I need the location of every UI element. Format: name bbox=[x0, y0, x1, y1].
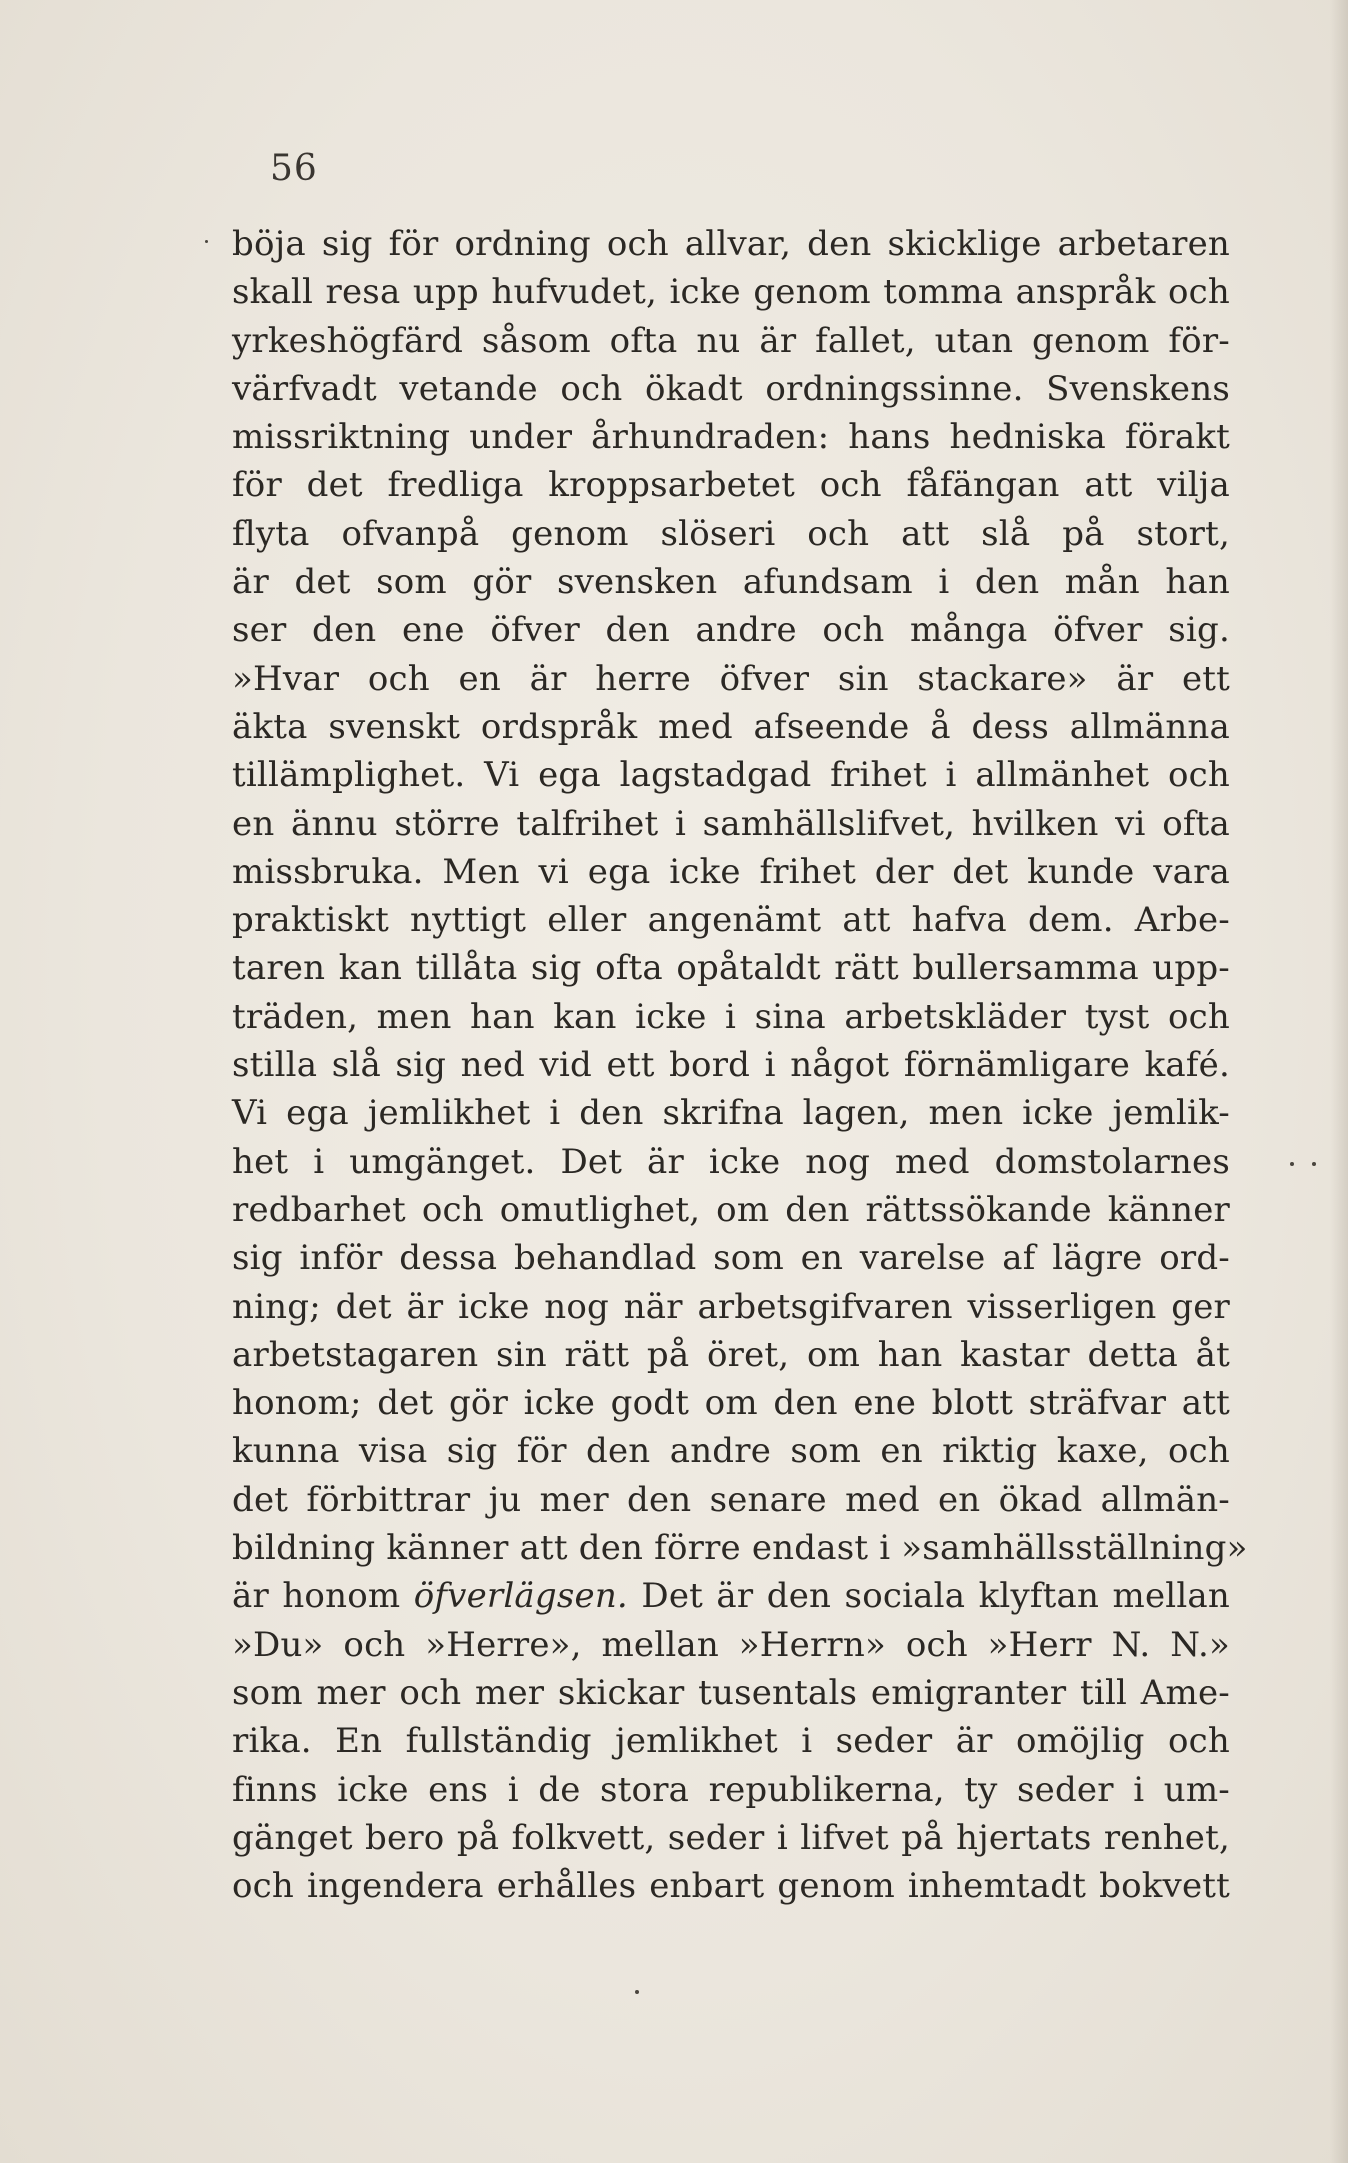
text-line: böja sig för ordning och allvar, den skicklige arbetaren bbox=[232, 224, 1230, 264]
text-line: ser den ene öfver den andre och många öfver sig. bbox=[232, 610, 1230, 651]
text-line: stilla slå sig ned vid ett bord i något förnämligare kafé. bbox=[232, 1045, 1230, 1086]
page-edge-shadow bbox=[1330, 0, 1348, 2163]
text-line: honom; det gör icke godt om den ene blott sträfvar att bbox=[232, 1383, 1230, 1424]
text-line: äkta svenskt ordspråk med afseende å dess allmänna bbox=[232, 706, 1230, 747]
print-speck bbox=[205, 240, 208, 243]
text-line: Vi ega jemlikhet i den skrifna lagen, men icke jemlik- bbox=[232, 1093, 1230, 1134]
body-text bbox=[232, 220, 1248, 1910]
print-speck bbox=[1312, 1162, 1316, 1166]
text-line: flyta ofvanpå genom slöseri och att slå på stort, bbox=[232, 513, 1230, 554]
text-line: taren kan tillåta sig ofta opåtaldt rätt bullersamma upp- bbox=[232, 948, 1230, 989]
text-line: tillämplighet. Vi ega lagstadgad frihet i allmänhet och bbox=[232, 755, 1230, 796]
text-line: het i umgänget. Det är icke nog med domstolarnes bbox=[232, 1141, 1230, 1182]
text-line: rika. En fullständig jemlikhet i seder är omöjlig och bbox=[232, 1721, 1230, 1762]
text-line: redbarhet och omutlighet, om den rättssökande känner bbox=[232, 1189, 1230, 1230]
text-line: sig inför dessa behandlad som en varelse af lägre ord- bbox=[232, 1238, 1230, 1279]
text-line: träden, men han kan icke i sina arbetskläder tyst och bbox=[232, 996, 1230, 1037]
italic-word: öfverlägsen. bbox=[413, 1576, 628, 1617]
text-line: finns icke ens i de stora republikerna, ty seder i um- bbox=[232, 1769, 1230, 1810]
page-number: 56 bbox=[270, 148, 318, 189]
text-line: arbetstagaren sin rätt på öret, om han kastar detta åt bbox=[232, 1334, 1230, 1375]
text-line: det förbittrar ju mer den senare med en ökad allmän- bbox=[232, 1479, 1230, 1520]
text-line: »Du» och »Herre», mellan »Herrn» och »Herr N. N.» bbox=[232, 1624, 1230, 1665]
text-line: gänget bero på folkvett, seder i lifvet på hjertats renhet, bbox=[232, 1817, 1230, 1858]
text-line: missbruka. Men vi ega icke frihet der det kunde vara bbox=[232, 851, 1230, 892]
text-line: »Hvar och en är herre öfver sin stackare» är ett bbox=[232, 658, 1230, 699]
text-line: kunna visa sig för den andre som en riktig kaxe, och bbox=[232, 1431, 1230, 1472]
text-line: är det som gör svensken afundsam i den mån han bbox=[232, 562, 1230, 603]
text-line: bildning känner att den förre endast i »samhällsställning» bbox=[232, 1528, 1248, 1569]
text-line: ning; det är icke nog när arbetsgifvaren visserligen ger bbox=[232, 1286, 1230, 1327]
text-line: yrkeshögfärd såsom ofta nu är fallet, utan genom för- bbox=[232, 320, 1230, 361]
text-line: missriktning under århundraden: hans hedniska förakt bbox=[232, 417, 1230, 458]
text-line: praktiskt nyttigt eller angenämt att hafva dem. Arbe- bbox=[232, 900, 1230, 941]
text-line: och ingendera erhålles enbart genom inhemtadt bokvett bbox=[232, 1866, 1230, 1907]
text-line bbox=[232, 1572, 1230, 1620]
text-line: skall resa upp hufvudet, icke genom tomma anspråk och bbox=[232, 272, 1230, 313]
print-speck bbox=[635, 1990, 639, 1994]
text-line: en ännu större talfrihet i samhällslifvet, hvilken vi ofta bbox=[232, 803, 1230, 844]
text-line: som mer och mer skickar tusentals emigranter till Ame- bbox=[232, 1672, 1230, 1713]
text-segment: är honom bbox=[232, 1576, 414, 1617]
print-speck bbox=[1290, 1162, 1294, 1166]
text-segment: Det är den sociala klyftan mellan bbox=[627, 1576, 1230, 1617]
text-line: värfvadt vetande och ökadt ordningssinne. Svenskens bbox=[232, 368, 1230, 409]
text-line: för det fredliga kroppsarbetet och fåfängan att vilja bbox=[232, 465, 1230, 506]
